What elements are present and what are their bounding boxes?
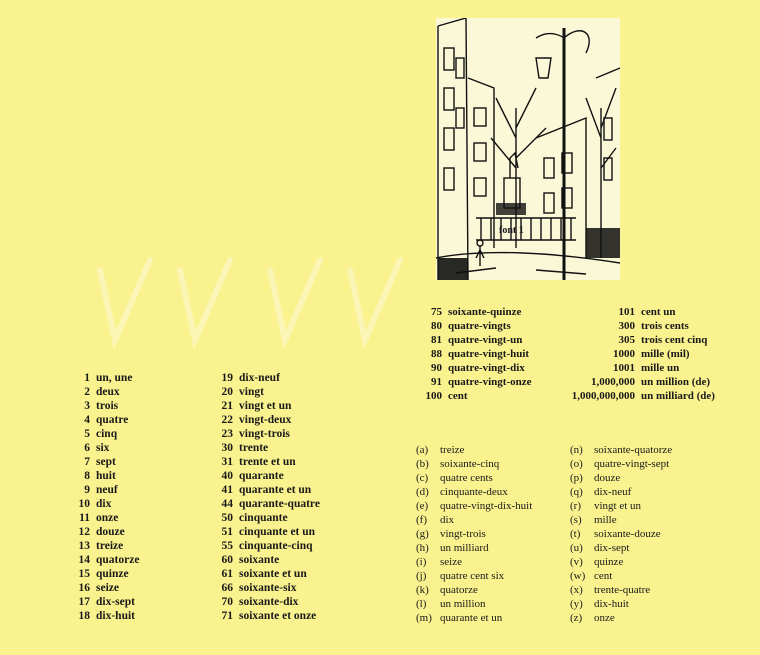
- item-number: 1: [84, 372, 90, 384]
- list-item: [68, 385, 139, 399]
- list-item: [416, 471, 532, 485]
- list-item: [420, 389, 532, 403]
- list-item: [570, 597, 672, 611]
- item-word: soixante et onze: [239, 610, 317, 622]
- list-item: [205, 385, 320, 399]
- item-number: (b): [416, 458, 429, 470]
- item-word: dix-neuf: [594, 486, 632, 498]
- list-item: [205, 539, 320, 553]
- item-number: (w): [570, 570, 586, 582]
- item-word: dix: [440, 514, 455, 526]
- list-item: [68, 539, 139, 553]
- list-item: [205, 427, 320, 441]
- item-number: 4: [84, 414, 90, 426]
- list-item: [420, 305, 532, 319]
- item-word: cent: [448, 390, 468, 402]
- list-item: [205, 455, 320, 469]
- item-word: onze: [96, 512, 119, 524]
- list-item: [205, 609, 320, 623]
- item-word: sept: [96, 456, 116, 468]
- item-number: 66: [221, 582, 233, 594]
- item-number: (n): [570, 444, 583, 456]
- list-item: [570, 527, 672, 541]
- item-number: 51: [221, 526, 233, 538]
- list-item: [570, 569, 672, 583]
- list-item: [205, 399, 320, 413]
- list-item: [68, 553, 139, 567]
- list-item: [570, 457, 672, 471]
- item-word: soixante et un: [239, 568, 307, 580]
- list-item: [68, 497, 139, 511]
- item-number: (o): [570, 458, 583, 470]
- item-word: cinq: [96, 428, 118, 440]
- list-item: [570, 583, 672, 597]
- item-number: (q): [570, 486, 583, 498]
- item-number: (s): [570, 514, 582, 526]
- list-item: [205, 567, 320, 581]
- item-number: (f): [416, 514, 427, 526]
- item-number: 20: [221, 386, 233, 398]
- list-item: [565, 361, 715, 375]
- list-item: [420, 375, 532, 389]
- item-number: 3: [84, 400, 90, 412]
- list-item: [570, 485, 672, 499]
- item-number: 61: [221, 568, 233, 580]
- list-item: [570, 611, 672, 625]
- list-item: [565, 347, 715, 361]
- item-number: 100: [425, 390, 442, 402]
- item-number: (z): [570, 612, 583, 624]
- item-number: 60: [221, 554, 233, 566]
- item-number: 1,000,000: [591, 376, 635, 388]
- list-item: [416, 443, 532, 457]
- item-word: quatre cent six: [440, 570, 505, 582]
- item-word: quatre-vingt-dix-huit: [440, 500, 533, 512]
- item-number: 44: [221, 498, 233, 510]
- list-item: [205, 525, 320, 539]
- item-word: treize: [440, 444, 465, 456]
- item-number: 31: [221, 456, 233, 468]
- item-word: soixante-cinq: [440, 458, 500, 470]
- list-item: [68, 427, 139, 441]
- item-word: quatre-vingts: [448, 320, 511, 332]
- item-word: cinquante-cinq: [239, 540, 313, 552]
- item-word: douze: [594, 472, 621, 484]
- item-number: 11: [79, 512, 90, 524]
- item-number: 81: [431, 334, 442, 346]
- item-number: (e): [416, 500, 429, 512]
- item-number: 12: [78, 526, 90, 538]
- item-word: douze: [96, 526, 125, 538]
- list-item: [416, 457, 532, 471]
- list-item: [565, 389, 715, 403]
- item-number: 91: [431, 376, 442, 388]
- list-item: [416, 583, 532, 597]
- item-word: soixante-six: [239, 582, 297, 594]
- list-item: [68, 469, 139, 483]
- item-word: soixante-douze: [594, 528, 661, 540]
- item-number: 5: [84, 428, 90, 440]
- item-word: trois: [96, 400, 119, 412]
- item-word: vingt et un: [239, 400, 292, 412]
- item-word: dix: [96, 498, 112, 510]
- item-number: (i): [416, 556, 427, 568]
- item-word: trente: [239, 442, 269, 454]
- list-item: [420, 347, 532, 361]
- list-item: [570, 513, 672, 527]
- numbers-101-to-billion: [565, 305, 715, 403]
- item-number: 1000: [613, 348, 635, 360]
- item-number: 6: [84, 442, 90, 454]
- list-item: [205, 581, 320, 595]
- item-word: soixante: [239, 554, 280, 566]
- list-item: [68, 483, 139, 497]
- item-number: (l): [416, 598, 427, 610]
- item-word: quatre cents: [440, 472, 493, 484]
- item-word: un milliard (de): [641, 390, 715, 402]
- list-item: [416, 569, 532, 583]
- item-word: cinquante et un: [239, 526, 316, 538]
- list-item: [68, 525, 139, 539]
- list-item: [68, 609, 139, 623]
- item-number: 13: [78, 540, 90, 552]
- list-item: [565, 319, 715, 333]
- item-number: 7: [84, 456, 90, 468]
- list-item: [205, 483, 320, 497]
- item-number: 14: [78, 554, 90, 566]
- item-word: quatre: [96, 414, 129, 426]
- item-number: (p): [570, 472, 583, 484]
- item-number: 1,000,000,000: [571, 390, 635, 402]
- item-word: dix-sept: [96, 596, 135, 608]
- item-number: 8: [84, 470, 90, 482]
- item-word: seize: [440, 556, 462, 568]
- list-item: [68, 511, 139, 525]
- list-item: [416, 499, 532, 513]
- item-number: (t): [570, 528, 581, 540]
- list-item: [68, 413, 139, 427]
- list-item: [205, 413, 320, 427]
- item-number: 2: [84, 386, 90, 398]
- list-item: [68, 371, 139, 385]
- item-word: six: [96, 442, 110, 454]
- list-item: [420, 361, 532, 375]
- item-word: quinze: [96, 568, 129, 580]
- item-word: quatorze: [96, 554, 140, 566]
- item-number: 1001: [613, 362, 635, 374]
- item-word: quatre-vingt-onze: [448, 376, 532, 388]
- item-number: (u): [570, 542, 583, 554]
- item-word: neuf: [96, 484, 118, 496]
- list-item: [205, 511, 320, 525]
- item-word: soixante-quinze: [448, 306, 522, 318]
- item-word: trente-quatre: [594, 584, 651, 596]
- item-word: treize: [96, 540, 124, 552]
- item-number: (c): [416, 472, 429, 484]
- item-number: (a): [416, 444, 429, 456]
- item-number: (v): [570, 556, 583, 568]
- item-word: un million: [440, 598, 486, 610]
- item-word: vingt-trois: [440, 528, 486, 540]
- list-item: [416, 611, 532, 625]
- item-word: cent un: [641, 306, 676, 318]
- list-item: [570, 471, 672, 485]
- item-number: 55: [221, 540, 233, 552]
- item-word: mille un: [641, 362, 680, 374]
- list-item: [565, 375, 715, 389]
- list-item: [570, 541, 672, 555]
- item-word: soixante-quatorze: [594, 444, 673, 456]
- item-number: 16: [78, 582, 90, 594]
- list-item: [68, 455, 139, 469]
- list-item: [420, 319, 532, 333]
- item-word: quarante: [239, 470, 284, 482]
- list-item: [416, 597, 532, 611]
- item-number: (r): [570, 500, 581, 512]
- item-word: dix-sept: [594, 542, 630, 554]
- list-item: [205, 497, 320, 511]
- item-number: 80: [431, 320, 442, 332]
- item-number: 305: [618, 334, 635, 346]
- item-number: (y): [570, 598, 583, 610]
- list-item: [416, 541, 532, 555]
- item-word: deux: [96, 386, 120, 398]
- list-item: [68, 581, 139, 595]
- item-number: (g): [416, 528, 429, 540]
- item-word: dix-huit: [594, 598, 629, 610]
- exercise-list-n-to-z: [570, 443, 672, 625]
- numbers-1-to-18: [68, 371, 139, 623]
- item-word: cinquante-deux: [440, 486, 508, 498]
- item-word: vingt: [239, 386, 264, 398]
- item-word: huit: [96, 470, 116, 482]
- illustration-caption: font 1: [499, 225, 524, 236]
- list-item: [565, 305, 715, 319]
- item-word: dix-huit: [96, 610, 135, 622]
- item-number: 40: [221, 470, 233, 482]
- list-item: [205, 553, 320, 567]
- list-item: [570, 555, 672, 569]
- item-word: soixante-dix: [239, 596, 299, 608]
- list-item: [570, 443, 672, 457]
- list-item: [416, 485, 532, 499]
- item-word: un milliard: [440, 542, 489, 554]
- item-word: cent: [594, 570, 613, 582]
- list-item: [68, 567, 139, 581]
- item-word: trente et un: [239, 456, 296, 468]
- list-item: [205, 595, 320, 609]
- item-word: seize: [96, 582, 119, 594]
- item-word: quatre-vingt-dix: [448, 362, 525, 374]
- item-word: cinquante: [239, 512, 288, 524]
- item-word: quatorze: [440, 584, 478, 596]
- item-word: un million (de): [641, 376, 711, 388]
- item-number: 70: [221, 596, 233, 608]
- list-item: [68, 441, 139, 455]
- list-item: [416, 527, 532, 541]
- item-number: (m): [416, 612, 432, 624]
- item-number: 30: [221, 442, 233, 454]
- item-number: 9: [84, 484, 90, 496]
- item-number: (h): [416, 542, 429, 554]
- list-item: [68, 399, 139, 413]
- item-number: 18: [78, 610, 90, 622]
- item-number: 90: [431, 362, 442, 374]
- list-item: [68, 595, 139, 609]
- item-word: quatre-vingt-huit: [448, 348, 530, 360]
- item-number: (x): [570, 584, 583, 596]
- item-word: quarante et un: [440, 612, 503, 624]
- item-word: quatre-vingt-sept: [594, 458, 670, 470]
- item-word: vingt et un: [594, 500, 642, 512]
- item-word: vingt-deux: [239, 414, 292, 426]
- list-item: [205, 371, 320, 385]
- item-word: quatre-vingt-un: [448, 334, 523, 346]
- item-number: 101: [618, 306, 635, 318]
- item-word: trois cents: [641, 320, 689, 332]
- list-item: [205, 469, 320, 483]
- item-word: quinze: [594, 556, 624, 568]
- item-number: (d): [416, 486, 429, 498]
- list-item: [570, 499, 672, 513]
- exercise-list-a-to-m: [416, 443, 532, 625]
- numbers-75-to-100: [420, 305, 532, 403]
- item-word: mille (mil): [641, 348, 690, 360]
- list-item: [565, 333, 715, 347]
- item-word: quarante et un: [239, 484, 312, 496]
- item-number: 71: [221, 610, 233, 622]
- item-number: 41: [221, 484, 233, 496]
- item-word: un, une: [96, 372, 133, 384]
- list-item: [416, 555, 532, 569]
- numbers-19-to-71: [205, 371, 320, 623]
- item-number: 21: [221, 400, 233, 412]
- item-word: mille: [594, 514, 617, 526]
- item-number: 88: [431, 348, 442, 360]
- item-number: (j): [416, 570, 427, 582]
- item-number: 22: [221, 414, 233, 426]
- item-number: 50: [221, 512, 233, 524]
- item-word: dix-neuf: [239, 372, 280, 384]
- street-scene-illustration: [436, 18, 620, 280]
- item-word: onze: [594, 612, 615, 624]
- list-item: [420, 333, 532, 347]
- item-word: trois cent cinq: [641, 334, 708, 346]
- item-number: 75: [431, 306, 442, 318]
- list-item: [416, 513, 532, 527]
- item-number: 17: [78, 596, 90, 608]
- list-item: [205, 441, 320, 455]
- item-number: 300: [618, 320, 635, 332]
- item-number: 10: [78, 498, 90, 510]
- item-number: 19: [221, 372, 233, 384]
- item-number: 23: [221, 428, 233, 440]
- item-word: vingt-trois: [239, 428, 290, 440]
- item-number: 15: [78, 568, 90, 580]
- item-word: quarante-quatre: [239, 498, 320, 510]
- item-number: (k): [416, 584, 429, 596]
